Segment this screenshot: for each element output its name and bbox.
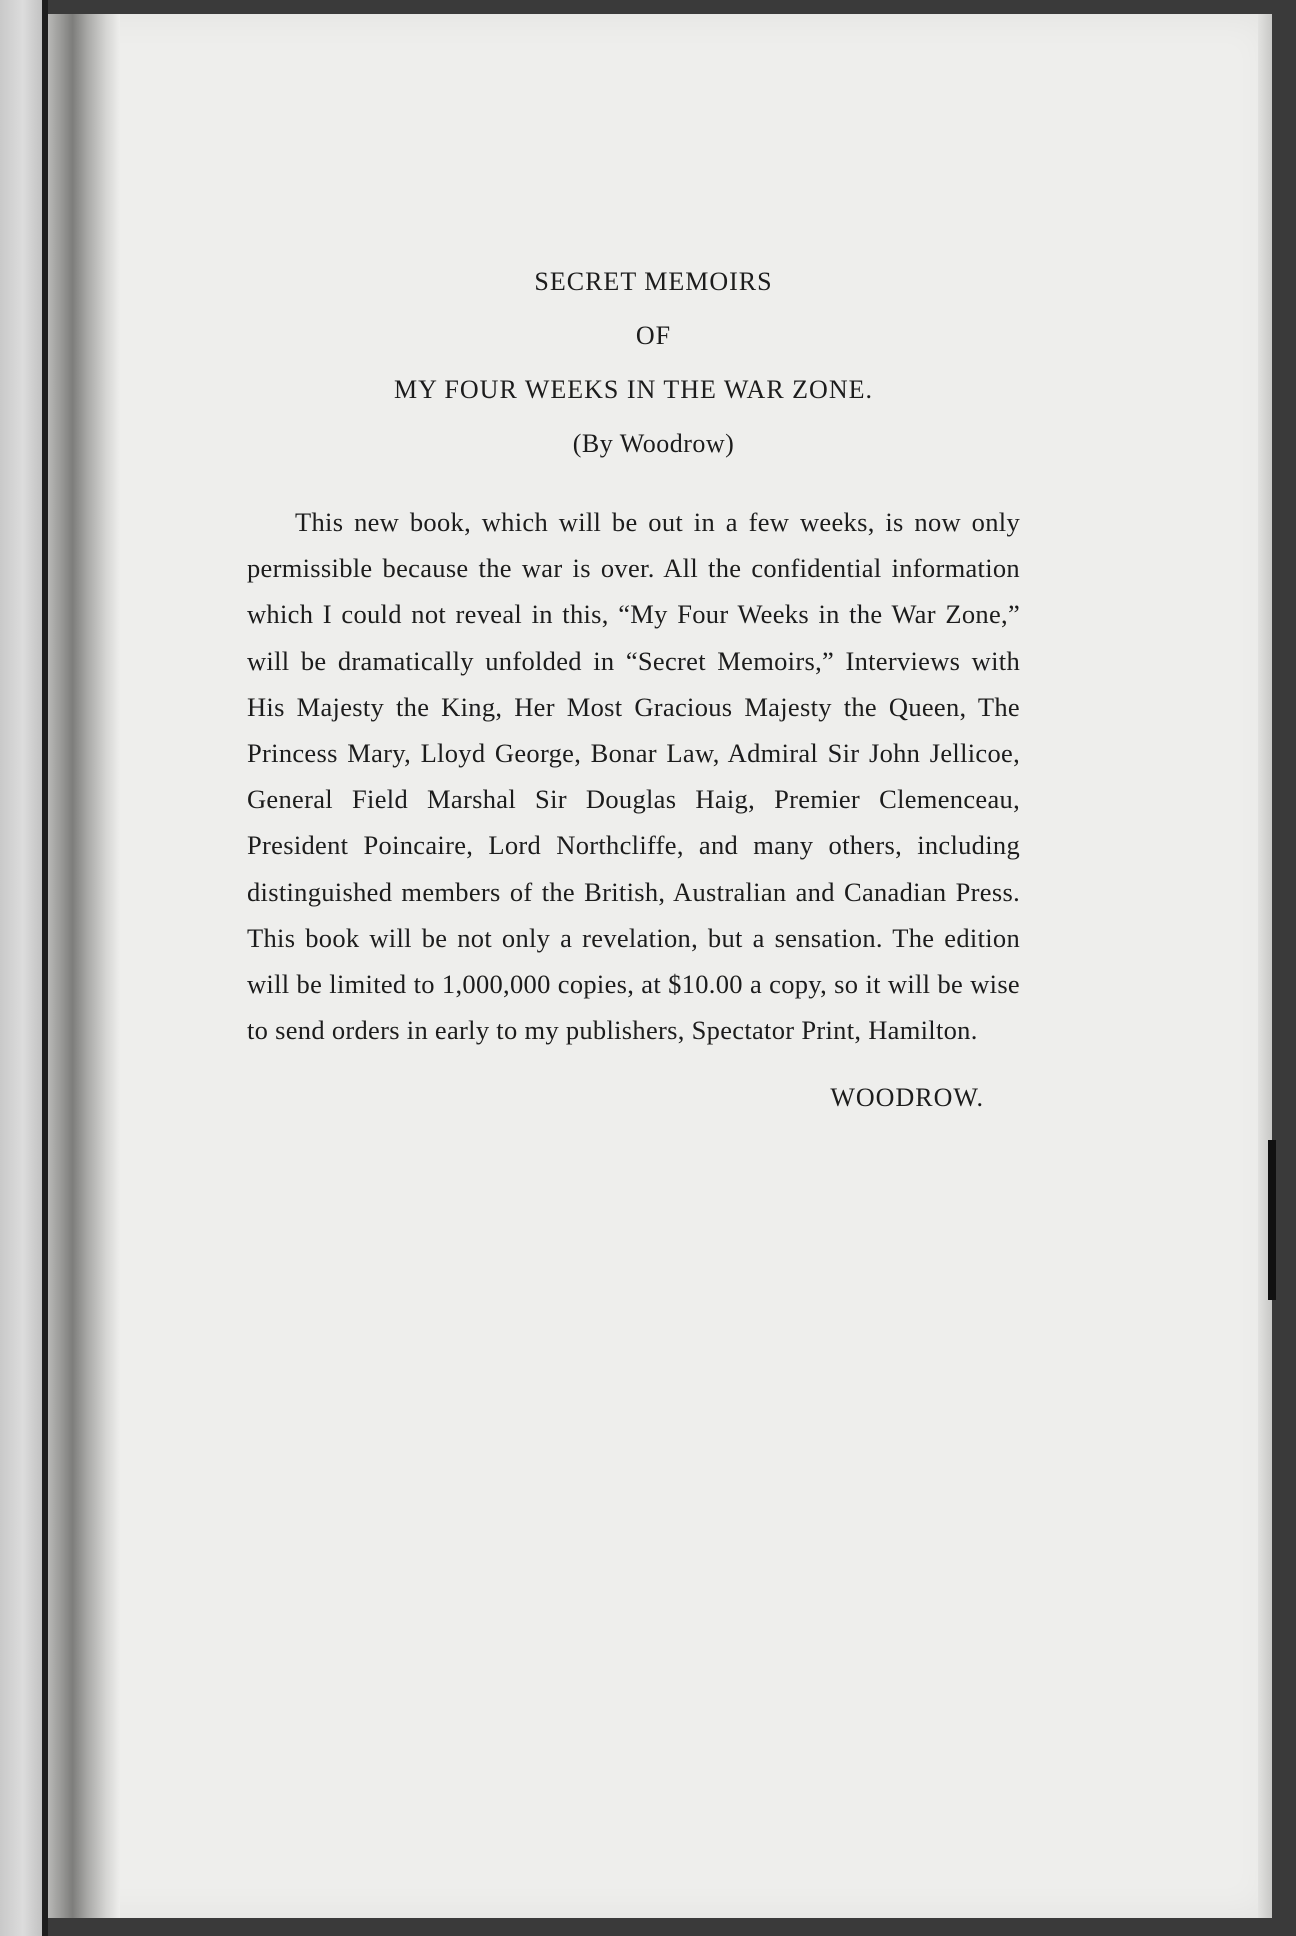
- body-paragraph: This new book, which will be out in a few weeks, is now only permissible because the war is over. All the confidential information which I could not reveal in this, “My Four Weeks in the War Zone,” will be dramatically unfolded in “Secret Memoirs,” Interviews with His Majesty the King, Her Most Gracious Majesty the Queen, The Princess Mary, Lloyd George, Bonar Law, Admiral Sir John Jellicoe, General Field Marshal Sir Douglas Haig, Premier Clemenceau, President Poincaire, Lord Northcliffe, and many others, including distinguished members of the British, Australian and Canadian Press. This book will be not only a revelation, but a sensation. The edition will be limited to 1,000,000 copies, at $10.00 a copy, so it will be wise to send orders in early to my publishers, Spectator Print, Hamilton.: [247, 507, 1020, 1046]
- title-line-2: OF: [635, 321, 672, 350]
- title-line-3: MY FOUR WEEKS IN THE WAR ZONE.: [394, 375, 873, 404]
- page-right-edge: [1258, 14, 1272, 1918]
- signature: WOODROW.: [830, 1083, 984, 1113]
- byline: (By Woodrow): [572, 429, 735, 458]
- page-text: [247, 255, 1020, 1125]
- page-gutter: [48, 14, 120, 1918]
- previous-page-edge: [0, 0, 46, 1936]
- cover-edge-mark: [1268, 1140, 1276, 1300]
- title-line-1: SECRET MEMOIRS: [534, 267, 773, 296]
